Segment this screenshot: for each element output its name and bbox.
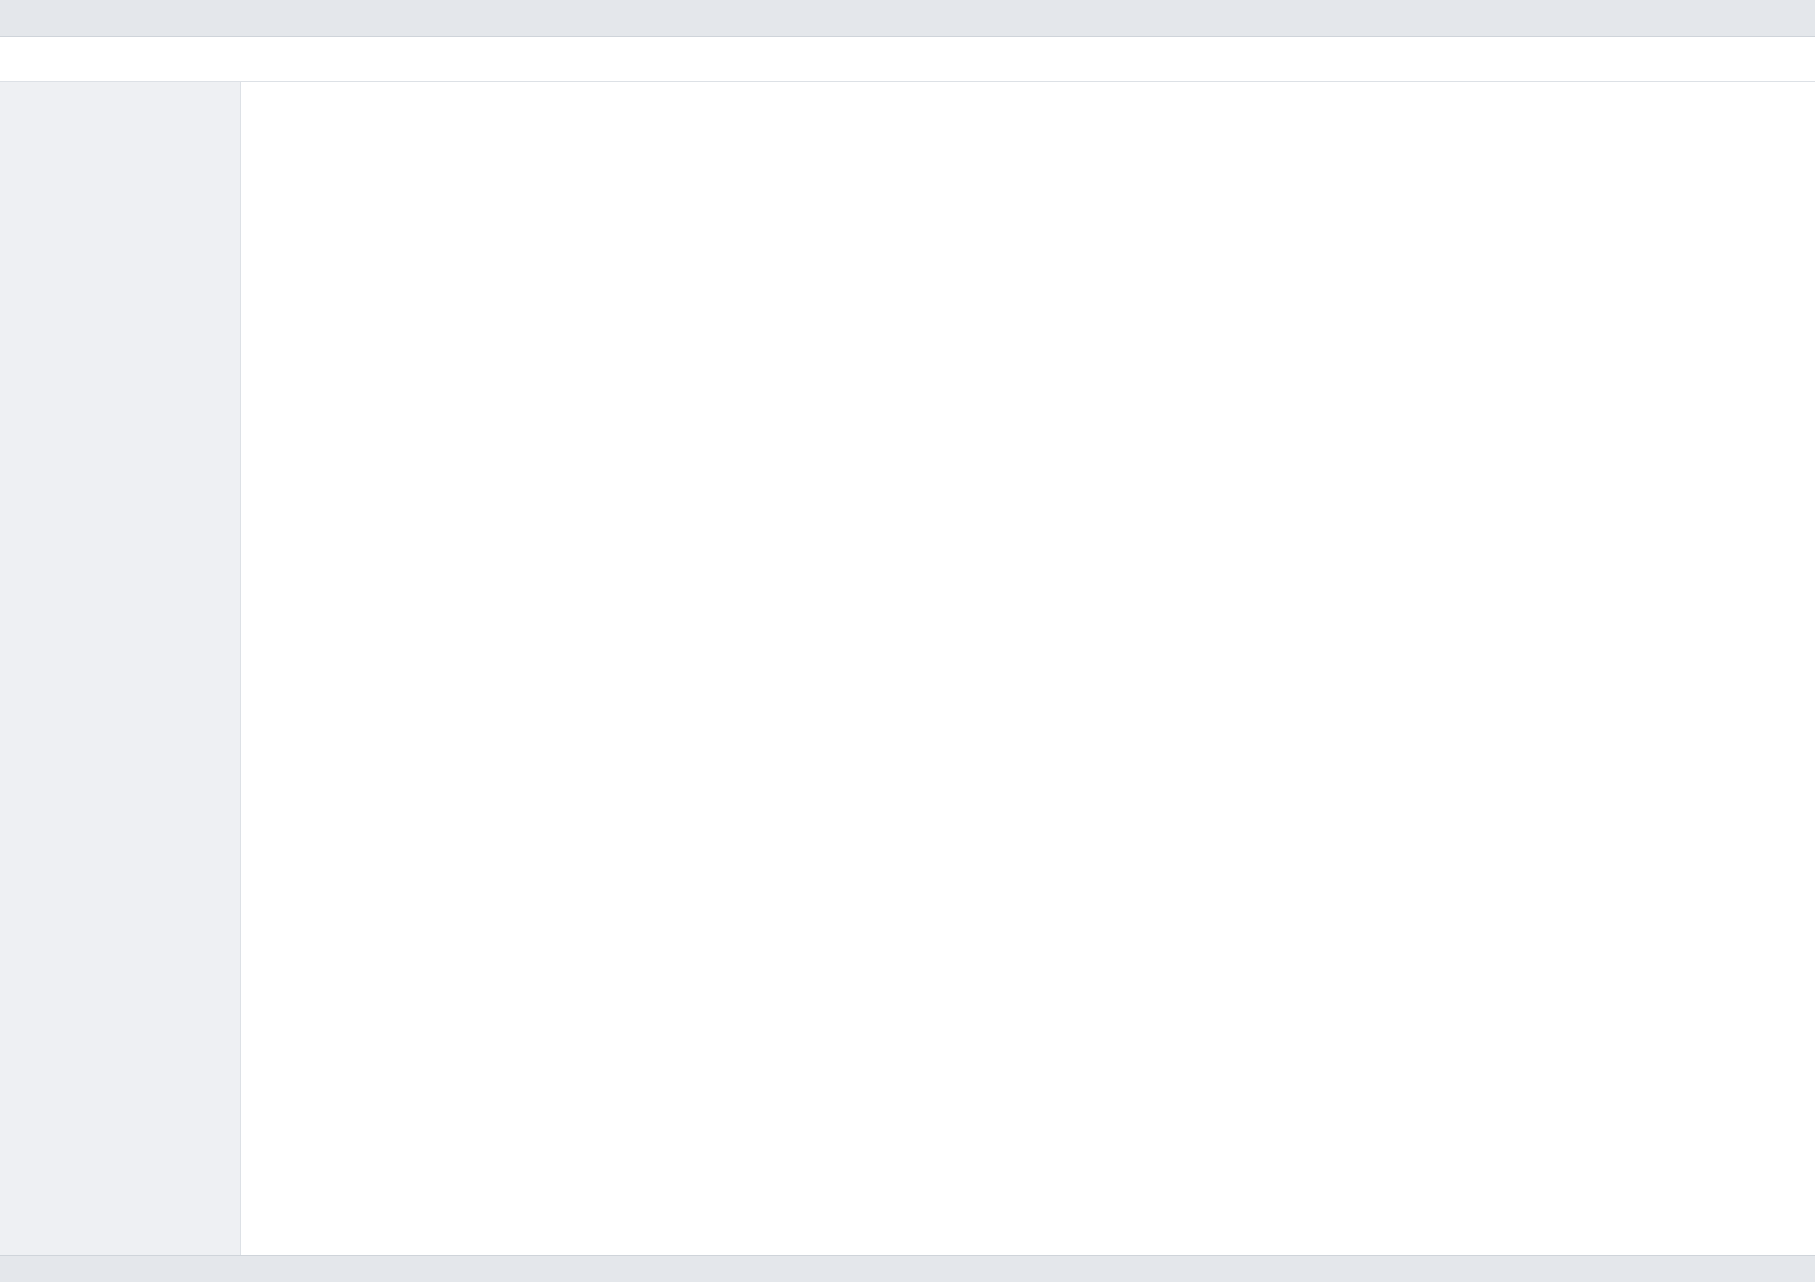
toolbar — [0, 37, 1815, 82]
content-row — [0, 82, 1815, 1255]
status-bar — [0, 1255, 1815, 1282]
page-title — [265, 106, 1791, 130]
title-bar — [0, 0, 1815, 37]
main-panel — [241, 82, 1815, 1255]
sidebar — [0, 82, 241, 1255]
